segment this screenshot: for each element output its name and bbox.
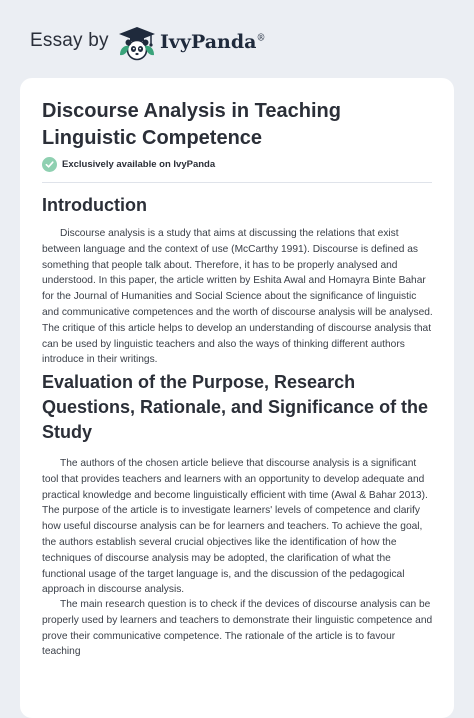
essay-by-label: Essay by <box>30 30 109 51</box>
site-header <box>0 0 474 78</box>
paragraph: The authors of the chosen article believe that discourse analysis is a significant tool that provides teachers and learners with an opportunity to develop adequate and practical knowledge and become linguistically efficient with time (Awal & Bahar 2013). The purpose of the article is to investigate learners' levels of competence and clarify how useful discourse analysis can be for learners and teachers. To achieve the goal, the authors establish several crucial objectives like the identification of how the techniques of discourse analysis may be adopted, the clarification of what the functional usage of the target language is, and the discussion of the pedagogical approach in discourse analysis. <box>42 458 428 596</box>
section-heading-introduction: Introduction <box>42 195 147 215</box>
panda-logo-icon[interactable] <box>117 25 157 61</box>
trademark-symbol: ® <box>256 33 266 44</box>
exclusive-badge <box>42 155 215 173</box>
section-heading-evaluation: Evaluation of the Purpose, Research Questions, Rationale, and Significance of the Study <box>42 372 429 442</box>
paragraph: Discourse analysis is a study that aims at discussing the relations that exist between language and the context of use (McCarthy 1991). Discourse is defined as something that people talk about. Therefore, it has to be properly analysed and understood. In this paper, the article written by Eshita Awal and Homayra Binte Bahar for the Journal of Humanities and Social Science about the significance of linguistic and communicative competences and the worth of discourse analysis will be analysed. The critique of this article helps to develop an understanding of discourse analysis that can be used by linguistic teachers and also the ways of thinking different authors introduce in their writings. <box>42 228 433 366</box>
paragraph: The main research question is to check if the devices of discourse analysis can be properly used by learners and teachers to demonstrate their linguistic competence and prove their communicative competence. The rationale of the article is to favour teaching <box>42 599 433 658</box>
essay-card <box>20 78 454 718</box>
essay-title: Discourse Analysis in Teaching Linguistic Competence <box>42 100 341 149</box>
exclusive-badge-text: Exclusively available on IvyPanda <box>62 158 216 170</box>
divider <box>42 182 432 183</box>
check-circle-icon <box>42 157 57 172</box>
brand-name[interactable]: IvyPanda® <box>160 31 266 53</box>
